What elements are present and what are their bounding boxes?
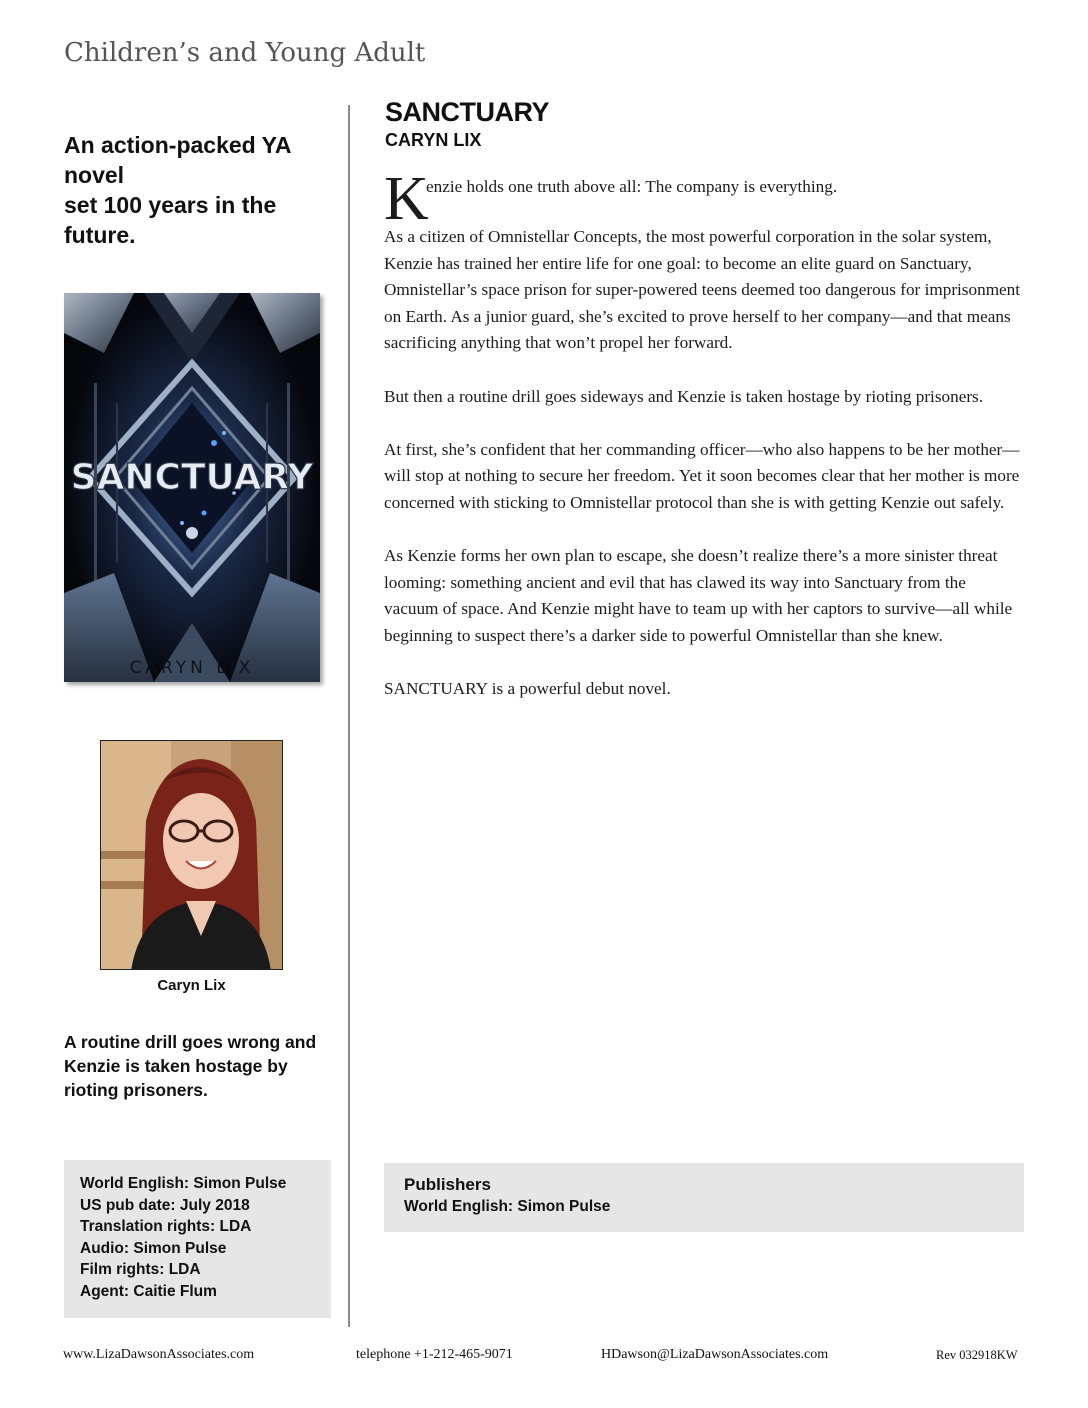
book-author: CARYN LIX: [385, 130, 482, 150]
rights-item: Film rights: LDA: [80, 1261, 201, 1278]
publishers-heading: Publishers: [404, 1175, 491, 1194]
footer-email[interactable]: HDawson@LizaDawsonAssociates.com: [601, 1347, 829, 1362]
opening-line: enzie holds one truth above all: The company is everything.: [426, 177, 838, 196]
tagline-line-2: set 100 years in the future.: [64, 192, 277, 248]
synopsis-paragraph: At first, she’s confident that her commanding officer—who also happens to be her mother—will stop at nothing to secure her freedom. Yet it soon becomes clear that her mother is more concerned with sticking to Omnistellar protocol than she is with getting Kenzie out safely.: [384, 439, 1020, 512]
synopsis-paragraph: As a citizen of Omnistellar Concepts, the most powerful corporation in the solar system, Kenzie has trained her entire life for one goal: to become an elite guard on Sanctuary, Omnistellar’s space prison for super-powered teens deemed too dangerous for imprisonment on Earth. As a junior guard, she’s excited to prove herself to her company—and that means sacrificing anything that won’t propel her forward.: [384, 227, 1021, 353]
footer-revision: Rev 032918KW: [936, 1348, 1018, 1362]
pull-quote-line-2: Kenzie is taken hostage by: [64, 1056, 288, 1076]
photo-caption: Caryn Lix: [157, 977, 226, 994]
rights-item: Translation rights: LDA: [80, 1218, 252, 1235]
rights-item: Audio: Simon Pulse: [80, 1239, 227, 1257]
publishers-line: World English: Simon Pulse: [404, 1198, 611, 1215]
synopsis-paragraph: As Kenzie forms her own plan to escape, she doesn’t realize there’s a more sinister threat looming: something ancient and evil that has clawed its way into Sanctuary from the vacuum of space. And Kenzie might have to team up with her captors to survive—all while beginning to suspect there’s a darker side to powerful Omnistellar than she knew.: [384, 546, 1013, 645]
rights-item: World English: Simon Pulse: [80, 1175, 287, 1192]
footer-website[interactable]: www.LizaDawsonAssociates.com: [63, 1347, 255, 1362]
synopsis: [384, 165, 1024, 729]
rights-item: Agent: Caitie Flum: [80, 1282, 217, 1300]
column-divider: [348, 105, 350, 1327]
pull-quote-line-1: A routine drill goes wrong and: [64, 1032, 317, 1052]
drop-cap: K: [384, 165, 429, 233]
section-header: Children’s and Young Adult: [64, 38, 426, 68]
pull-quote: [64, 1030, 324, 1102]
cover-author: CARYN LIX: [129, 658, 255, 678]
author-photo: [100, 740, 283, 970]
tagline: [64, 130, 354, 250]
synopsis-opening: [384, 165, 1024, 233]
synopsis-paragraph: But then a routine drill goes sideways and Kenzie is taken hostage by rioting prisoners.: [384, 386, 984, 406]
rights-item: US pub date: July 2018: [80, 1196, 250, 1214]
pull-quote-line-3: rioting prisoners.: [64, 1080, 208, 1100]
tagline-line-1: An action-packed YA novel: [64, 132, 291, 188]
book-title: SANCTUARY: [385, 97, 549, 127]
cover-title: SANCTUARY: [70, 457, 314, 498]
rights-list: [80, 1173, 286, 1302]
footer-telephone: telephone +1-212-465-9071: [356, 1347, 513, 1362]
synopsis-paragraph: SANCTUARY is a powerful debut novel.: [384, 679, 671, 699]
book-cover: [64, 293, 320, 682]
